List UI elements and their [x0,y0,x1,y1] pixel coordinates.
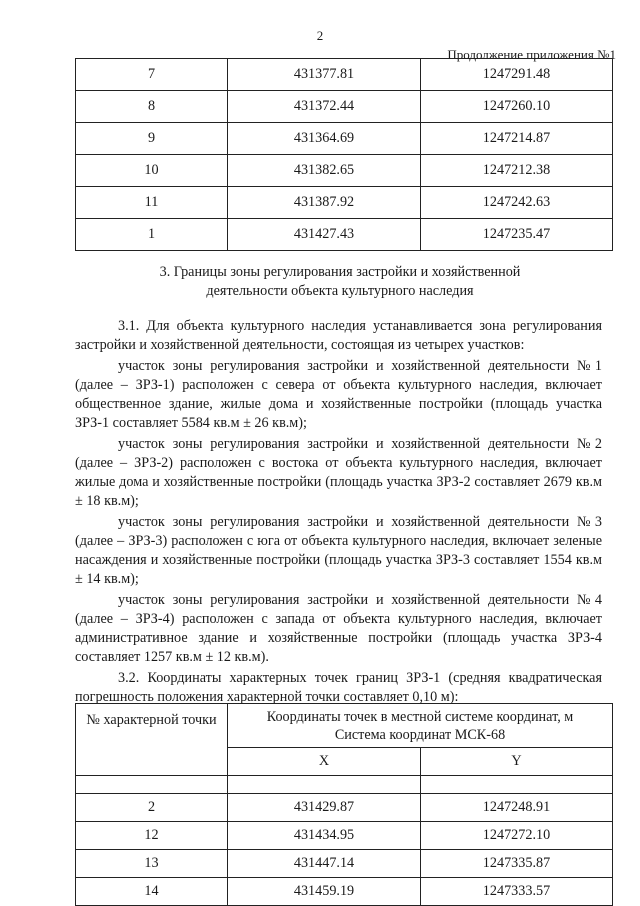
coord-y: 1247248.91 [421,794,613,822]
table-row [76,91,613,123]
section-heading-line: деятельности объекта культурного наследия [206,283,474,299]
coordinates-header-line: Система координат МСК-68 [334,726,506,743]
paragraph: 3.2. Координаты характерных точек границ ЗРЗ-1 (средняя квадратическая погрешность положения характерной точки составляет 0,10 м): [75,670,602,705]
coord-x: 431372.44 [228,91,421,123]
point-number: 7 [76,59,228,91]
point-number: 11 [76,187,228,219]
column-header-y: Y [421,748,613,776]
point-number: 1 [76,219,228,251]
coordinates-header-line: Координаты точек в местной системе координат, м [266,708,574,725]
paragraph: участок зоны регулирования застройки и хозяйственной деятельности №2 (далее – ЗРЗ-2) расположен с востока от объекта культурного наследия, включает жилые дома и хозяйственные постройки (площадь участка ЗРЗ-2 составляет 2679 кв.м ± 18 кв.м); [75,436,602,509]
empty-cell [228,776,421,794]
table-row [76,850,613,878]
coord-y: 1247291.48 [421,59,613,91]
coord-y: 1247214.87 [421,123,613,155]
point-number: 9 [76,123,228,155]
coord-y: 1247212.38 [421,155,613,187]
point-number: 2 [76,794,228,822]
table-header-row [76,704,613,748]
table-row [76,123,613,155]
coord-x: 431434.95 [228,822,421,850]
point-number: 8 [76,91,228,123]
coord-x: 431459.19 [228,878,421,906]
point-number: 14 [76,878,228,906]
column-header-coordinates [228,704,613,748]
coord-x: 431382.65 [228,155,421,187]
table-row [76,59,613,91]
coord-y: 1247235.47 [421,219,613,251]
paragraph: участок зоны регулирования застройки и хозяйственной деятельности №3 (далее – ЗРЗ-3) расположен с юга от объекта культурного наследия, включает зеленые насаждения и хозяйственные постройки (площадь участка ЗРЗ-3 составляет 1554 кв.м ± 14 кв.м); [75,514,602,587]
coord-y: 1247335.87 [421,850,613,878]
paragraph: 3.1. Для объекта культурного наследия устанавливается зона регулирования застройки и хозяйственной деятельности, состоящая из четырех участков: [75,318,602,353]
coord-x: 431377.81 [228,59,421,91]
column-header-point-number: № характерной точки [76,704,228,776]
table-row [76,794,613,822]
coord-y: 1247260.10 [421,91,613,123]
coord-y: 1247272.10 [421,822,613,850]
appendix-continuation-note: Продолжение приложения №1 [447,47,616,62]
column-header-x: X [228,748,421,776]
empty-cell [421,776,613,794]
coordinates-table-continued [75,58,613,251]
coord-x: 431429.87 [228,794,421,822]
section-body [75,317,602,709]
table-row [76,155,613,187]
section-heading-line: 3. Границы зоны регулирования застройки и хозяйственной [159,264,521,280]
coord-x: 431427.43 [228,219,421,251]
paragraph: участок зоны регулирования застройки и хозяйственной деятельности №4 (далее – ЗРЗ-4) расположен с запада от объекта культурного наследия, включает административное здание и хозяйственные постройки (площадь участка ЗРЗ-4 составляет 1257 кв.м ± 12 кв.м). [75,592,602,665]
page-number: 2 [316,28,324,43]
coord-x: 431447.14 [228,850,421,878]
coord-x: 431364.69 [228,123,421,155]
coord-x: 431387.92 [228,187,421,219]
coord-y: 1247333.57 [421,878,613,906]
table-row [76,187,613,219]
point-number: 10 [76,155,228,187]
table-row [76,219,613,251]
paragraph: участок зоны регулирования застройки и хозяйственной деятельности №1 (далее – ЗРЗ-1) расположен с севера от объекта культурного наследия, включает общественное здание, жилые дома и хозяйственные постройки (площадь участка ЗРЗ-1 составляет 5584 кв.м ± 26 кв.м); [75,358,602,431]
point-number: 12 [76,822,228,850]
table-row [76,822,613,850]
table-spacer-row [76,776,613,794]
table-row [76,878,613,906]
zrz1-coordinates-table [75,703,613,906]
section-heading [110,263,570,301]
coord-y: 1247242.63 [421,187,613,219]
point-number: 13 [76,850,228,878]
empty-cell [76,776,228,794]
